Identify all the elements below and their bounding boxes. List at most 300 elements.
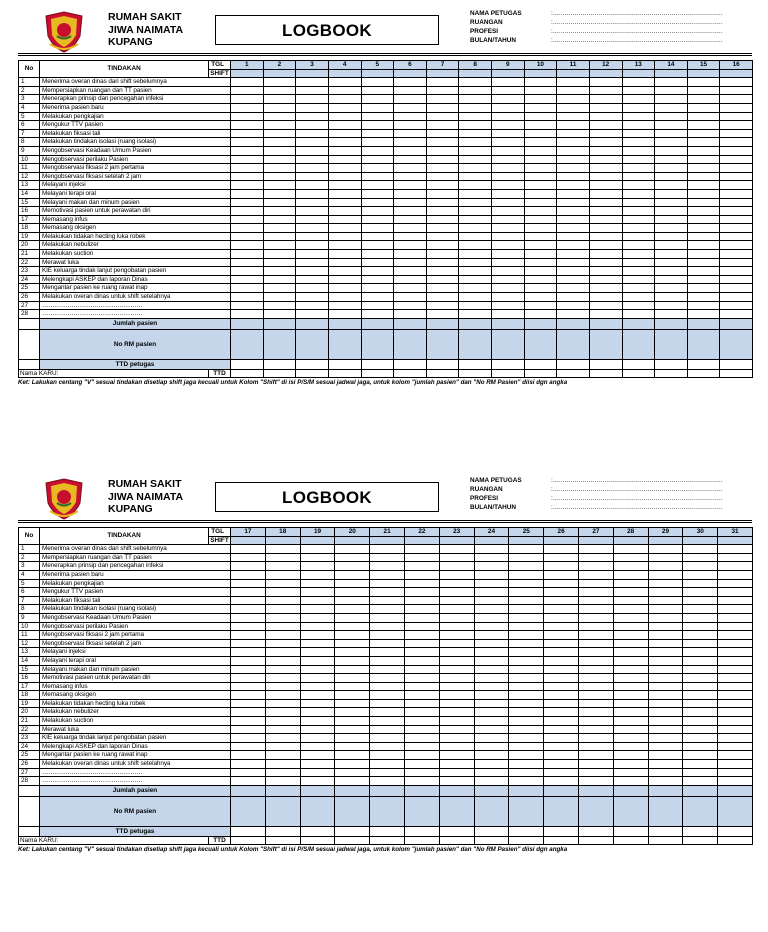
check-cell[interactable] [544,734,579,743]
check-cell[interactable] [361,103,394,112]
check-cell[interactable] [687,241,720,250]
check-cell[interactable] [720,258,753,267]
check-cell[interactable] [718,631,753,640]
officer-signature-cell[interactable] [613,826,648,836]
check-cell[interactable] [655,78,688,87]
check-cell[interactable] [328,301,361,310]
patient-count-cell[interactable] [557,318,590,329]
check-cell[interactable] [404,674,439,683]
check-cell[interactable] [613,570,648,579]
shift-cell[interactable] [439,536,474,545]
check-cell[interactable] [683,588,718,597]
check-cell[interactable] [683,717,718,726]
check-cell[interactable] [648,674,683,683]
check-cell[interactable] [474,579,509,588]
check-cell[interactable] [370,562,405,571]
check-cell[interactable] [544,699,579,708]
check-cell[interactable] [524,121,557,130]
check-cell[interactable] [265,674,300,683]
check-cell[interactable] [718,562,753,571]
check-cell[interactable] [509,674,544,683]
check-cell[interactable] [492,138,525,147]
check-cell[interactable] [394,241,427,250]
check-cell[interactable] [231,172,264,181]
check-cell[interactable] [439,648,474,657]
check-cell[interactable] [557,258,590,267]
check-cell[interactable] [622,250,655,259]
medical-record-cell[interactable] [459,329,492,359]
check-cell[interactable] [655,258,688,267]
medical-record-cell[interactable] [404,796,439,826]
karu-signature-cell[interactable] [578,836,613,845]
check-cell[interactable] [265,656,300,665]
officer-info-value[interactable]: :...................................................................................... [551,504,723,511]
check-cell[interactable] [335,708,370,717]
shift-cell[interactable] [474,536,509,545]
medical-record-cell[interactable] [361,329,394,359]
check-cell[interactable] [492,284,525,293]
check-cell[interactable] [544,588,579,597]
check-cell[interactable] [622,207,655,216]
check-cell[interactable] [655,301,688,310]
shift-cell[interactable] [683,536,718,545]
check-cell[interactable] [524,275,557,284]
check-cell[interactable] [509,751,544,760]
check-cell[interactable] [439,579,474,588]
check-cell[interactable] [361,301,394,310]
check-cell[interactable] [439,545,474,554]
check-cell[interactable] [296,103,329,112]
check-cell[interactable] [492,103,525,112]
check-cell[interactable] [394,181,427,190]
karu-signature-cell[interactable] [231,836,266,845]
check-cell[interactable] [557,198,590,207]
check-cell[interactable] [231,224,264,233]
check-cell[interactable] [622,78,655,87]
patient-count-cell[interactable] [300,785,335,796]
check-cell[interactable] [509,682,544,691]
check-cell[interactable] [300,760,335,769]
check-cell[interactable] [544,613,579,622]
medical-record-cell[interactable] [492,329,525,359]
check-cell[interactable] [335,562,370,571]
shift-cell[interactable] [265,536,300,545]
check-cell[interactable] [648,631,683,640]
check-cell[interactable] [265,717,300,726]
check-cell[interactable] [459,164,492,173]
check-cell[interactable] [718,665,753,674]
check-cell[interactable] [231,275,264,284]
check-cell[interactable] [655,95,688,104]
check-cell[interactable] [296,198,329,207]
check-cell[interactable] [683,545,718,554]
check-cell[interactable] [328,129,361,138]
check-cell[interactable] [263,138,296,147]
check-cell[interactable] [622,155,655,164]
check-cell[interactable] [426,284,459,293]
check-cell[interactable] [613,768,648,777]
check-cell[interactable] [335,674,370,683]
check-cell[interactable] [404,553,439,562]
check-cell[interactable] [589,172,622,181]
check-cell[interactable] [265,691,300,700]
check-cell[interactable] [648,708,683,717]
check-cell[interactable] [394,207,427,216]
check-cell[interactable] [720,241,753,250]
check-cell[interactable] [361,189,394,198]
check-cell[interactable] [370,622,405,631]
check-cell[interactable] [231,665,266,674]
check-cell[interactable] [300,631,335,640]
check-cell[interactable] [613,596,648,605]
check-cell[interactable] [578,665,613,674]
check-cell[interactable] [687,215,720,224]
check-cell[interactable] [394,103,427,112]
check-cell[interactable] [300,656,335,665]
check-cell[interactable] [394,138,427,147]
check-cell[interactable] [622,121,655,130]
patient-count-cell[interactable] [524,318,557,329]
officer-info-value[interactable]: :...................................................................................... [551,10,723,17]
patient-count-cell[interactable] [578,785,613,796]
check-cell[interactable] [720,155,753,164]
check-cell[interactable] [683,682,718,691]
check-cell[interactable] [328,241,361,250]
check-cell[interactable] [683,596,718,605]
check-cell[interactable] [231,155,264,164]
check-cell[interactable] [231,777,266,786]
check-cell[interactable] [687,275,720,284]
check-cell[interactable] [687,112,720,121]
medical-record-cell[interactable] [474,796,509,826]
check-cell[interactable] [265,751,300,760]
check-cell[interactable] [655,146,688,155]
check-cell[interactable] [720,146,753,155]
check-cell[interactable] [683,665,718,674]
patient-count-cell[interactable] [720,318,753,329]
check-cell[interactable] [557,138,590,147]
check-cell[interactable] [361,250,394,259]
check-cell[interactable] [613,545,648,554]
check-cell[interactable] [328,310,361,319]
check-cell[interactable] [655,293,688,302]
check-cell[interactable] [613,613,648,622]
check-cell[interactable] [370,545,405,554]
check-cell[interactable] [720,103,753,112]
check-cell[interactable] [687,293,720,302]
check-cell[interactable] [265,613,300,622]
check-cell[interactable] [459,224,492,233]
check-cell[interactable] [328,258,361,267]
check-cell[interactable] [300,579,335,588]
check-cell[interactable] [524,250,557,259]
check-cell[interactable] [404,760,439,769]
check-cell[interactable] [524,155,557,164]
check-cell[interactable] [459,267,492,276]
patient-count-cell[interactable] [265,785,300,796]
check-cell[interactable] [263,293,296,302]
check-cell[interactable] [683,613,718,622]
karu-signature-cell[interactable] [683,836,718,845]
check-cell[interactable] [394,250,427,259]
check-cell[interactable] [231,310,264,319]
check-cell[interactable] [683,777,718,786]
check-cell[interactable] [459,275,492,284]
check-cell[interactable] [231,751,266,760]
check-cell[interactable] [328,95,361,104]
check-cell[interactable] [544,545,579,554]
check-cell[interactable] [509,768,544,777]
check-cell[interactable] [613,760,648,769]
check-cell[interactable] [370,691,405,700]
check-cell[interactable] [296,232,329,241]
check-cell[interactable] [426,215,459,224]
check-cell[interactable] [524,232,557,241]
check-cell[interactable] [622,310,655,319]
check-cell[interactable] [557,301,590,310]
check-cell[interactable] [370,579,405,588]
check-cell[interactable] [404,562,439,571]
check-cell[interactable] [328,215,361,224]
check-cell[interactable] [509,631,544,640]
check-cell[interactable] [474,545,509,554]
check-cell[interactable] [622,95,655,104]
check-cell[interactable] [335,742,370,751]
check-cell[interactable] [231,570,266,579]
check-cell[interactable] [426,258,459,267]
check-cell[interactable] [648,639,683,648]
check-cell[interactable] [335,777,370,786]
patient-count-cell[interactable] [474,785,509,796]
check-cell[interactable] [296,293,329,302]
check-cell[interactable] [524,138,557,147]
check-cell[interactable] [394,172,427,181]
check-cell[interactable] [300,648,335,657]
check-cell[interactable] [613,639,648,648]
patient-count-cell[interactable] [613,785,648,796]
check-cell[interactable] [459,86,492,95]
check-cell[interactable] [231,656,266,665]
check-cell[interactable] [720,172,753,181]
check-cell[interactable] [557,155,590,164]
check-cell[interactable] [509,665,544,674]
check-cell[interactable] [687,189,720,198]
check-cell[interactable] [231,553,266,562]
check-cell[interactable] [394,129,427,138]
check-cell[interactable] [718,725,753,734]
patient-count-cell[interactable] [263,318,296,329]
medical-record-cell[interactable] [335,796,370,826]
check-cell[interactable] [394,284,427,293]
check-cell[interactable] [474,562,509,571]
medical-record-cell[interactable] [263,329,296,359]
check-cell[interactable] [459,121,492,130]
check-cell[interactable] [328,164,361,173]
officer-info-value[interactable]: :...................................................................................... [551,37,723,44]
check-cell[interactable] [263,129,296,138]
check-cell[interactable] [426,164,459,173]
check-cell[interactable] [426,86,459,95]
check-cell[interactable] [335,717,370,726]
check-cell[interactable] [263,164,296,173]
check-cell[interactable] [720,164,753,173]
check-cell[interactable] [404,545,439,554]
officer-signature-cell[interactable] [524,359,557,369]
check-cell[interactable] [648,751,683,760]
check-cell[interactable] [492,155,525,164]
check-cell[interactable] [370,699,405,708]
officer-signature-cell[interactable] [578,826,613,836]
check-cell[interactable] [439,588,474,597]
patient-count-cell[interactable] [648,785,683,796]
check-cell[interactable] [328,250,361,259]
check-cell[interactable] [361,121,394,130]
check-cell[interactable] [648,553,683,562]
check-cell[interactable] [231,232,264,241]
check-cell[interactable] [578,699,613,708]
check-cell[interactable] [648,760,683,769]
check-cell[interactable] [474,708,509,717]
check-cell[interactable] [474,691,509,700]
check-cell[interactable] [687,95,720,104]
check-cell[interactable] [578,760,613,769]
patient-count-cell[interactable] [544,785,579,796]
patient-count-cell[interactable] [296,318,329,329]
check-cell[interactable] [370,760,405,769]
check-cell[interactable] [622,284,655,293]
check-cell[interactable] [404,579,439,588]
check-cell[interactable] [300,639,335,648]
shift-cell[interactable] [231,69,264,78]
check-cell[interactable] [265,596,300,605]
check-cell[interactable] [720,215,753,224]
check-cell[interactable] [524,181,557,190]
check-cell[interactable] [509,579,544,588]
check-cell[interactable] [263,301,296,310]
check-cell[interactable] [300,717,335,726]
karu-signature-cell[interactable] [613,836,648,845]
check-cell[interactable] [404,691,439,700]
check-cell[interactable] [622,164,655,173]
karu-signature-cell[interactable] [361,369,394,378]
patient-count-cell[interactable] [394,318,427,329]
check-cell[interactable] [263,310,296,319]
check-cell[interactable] [459,215,492,224]
check-cell[interactable] [426,189,459,198]
check-cell[interactable] [231,301,264,310]
check-cell[interactable] [509,717,544,726]
check-cell[interactable] [720,232,753,241]
shift-cell[interactable] [394,69,427,78]
check-cell[interactable] [404,734,439,743]
officer-signature-cell[interactable] [300,826,335,836]
check-cell[interactable] [718,751,753,760]
patient-count-cell[interactable] [231,785,266,796]
check-cell[interactable] [370,725,405,734]
check-cell[interactable] [335,570,370,579]
check-cell[interactable] [265,760,300,769]
check-cell[interactable] [265,631,300,640]
check-cell[interactable] [231,164,264,173]
officer-signature-cell[interactable] [335,826,370,836]
medical-record-cell[interactable] [509,796,544,826]
check-cell[interactable] [655,275,688,284]
check-cell[interactable] [426,310,459,319]
check-cell[interactable] [426,293,459,302]
check-cell[interactable] [394,275,427,284]
check-cell[interactable] [492,215,525,224]
check-cell[interactable] [492,207,525,216]
check-cell[interactable] [474,553,509,562]
check-cell[interactable] [687,121,720,130]
check-cell[interactable] [335,605,370,614]
check-cell[interactable] [720,78,753,87]
check-cell[interactable] [687,129,720,138]
check-cell[interactable] [474,622,509,631]
check-cell[interactable] [474,742,509,751]
check-cell[interactable] [648,699,683,708]
check-cell[interactable] [474,682,509,691]
karu-signature-cell[interactable] [720,369,753,378]
check-cell[interactable] [648,665,683,674]
check-cell[interactable] [492,241,525,250]
check-cell[interactable] [404,725,439,734]
check-cell[interactable] [524,112,557,121]
check-cell[interactable] [459,172,492,181]
officer-signature-cell[interactable] [509,826,544,836]
check-cell[interactable] [361,198,394,207]
check-cell[interactable] [718,768,753,777]
check-cell[interactable] [404,588,439,597]
check-cell[interactable] [655,164,688,173]
check-cell[interactable] [426,172,459,181]
check-cell[interactable] [231,207,264,216]
check-cell[interactable] [265,699,300,708]
check-cell[interactable] [492,224,525,233]
check-cell[interactable] [439,631,474,640]
shift-cell[interactable] [509,536,544,545]
shift-cell[interactable] [361,69,394,78]
check-cell[interactable] [404,613,439,622]
check-cell[interactable] [544,717,579,726]
check-cell[interactable] [524,164,557,173]
check-cell[interactable] [683,648,718,657]
check-cell[interactable] [613,665,648,674]
check-cell[interactable] [648,545,683,554]
patient-count-cell[interactable] [231,318,264,329]
patient-count-cell[interactable] [328,318,361,329]
check-cell[interactable] [439,768,474,777]
officer-signature-cell[interactable] [404,826,439,836]
check-cell[interactable] [296,146,329,155]
check-cell[interactable] [492,129,525,138]
check-cell[interactable] [361,86,394,95]
check-cell[interactable] [361,155,394,164]
check-cell[interactable] [439,639,474,648]
shift-cell[interactable] [557,69,590,78]
check-cell[interactable] [404,777,439,786]
officer-signature-cell[interactable] [328,359,361,369]
check-cell[interactable] [459,78,492,87]
check-cell[interactable] [683,656,718,665]
check-cell[interactable] [328,181,361,190]
check-cell[interactable] [300,545,335,554]
check-cell[interactable] [492,310,525,319]
check-cell[interactable] [439,717,474,726]
check-cell[interactable] [613,553,648,562]
check-cell[interactable] [426,155,459,164]
check-cell[interactable] [404,699,439,708]
